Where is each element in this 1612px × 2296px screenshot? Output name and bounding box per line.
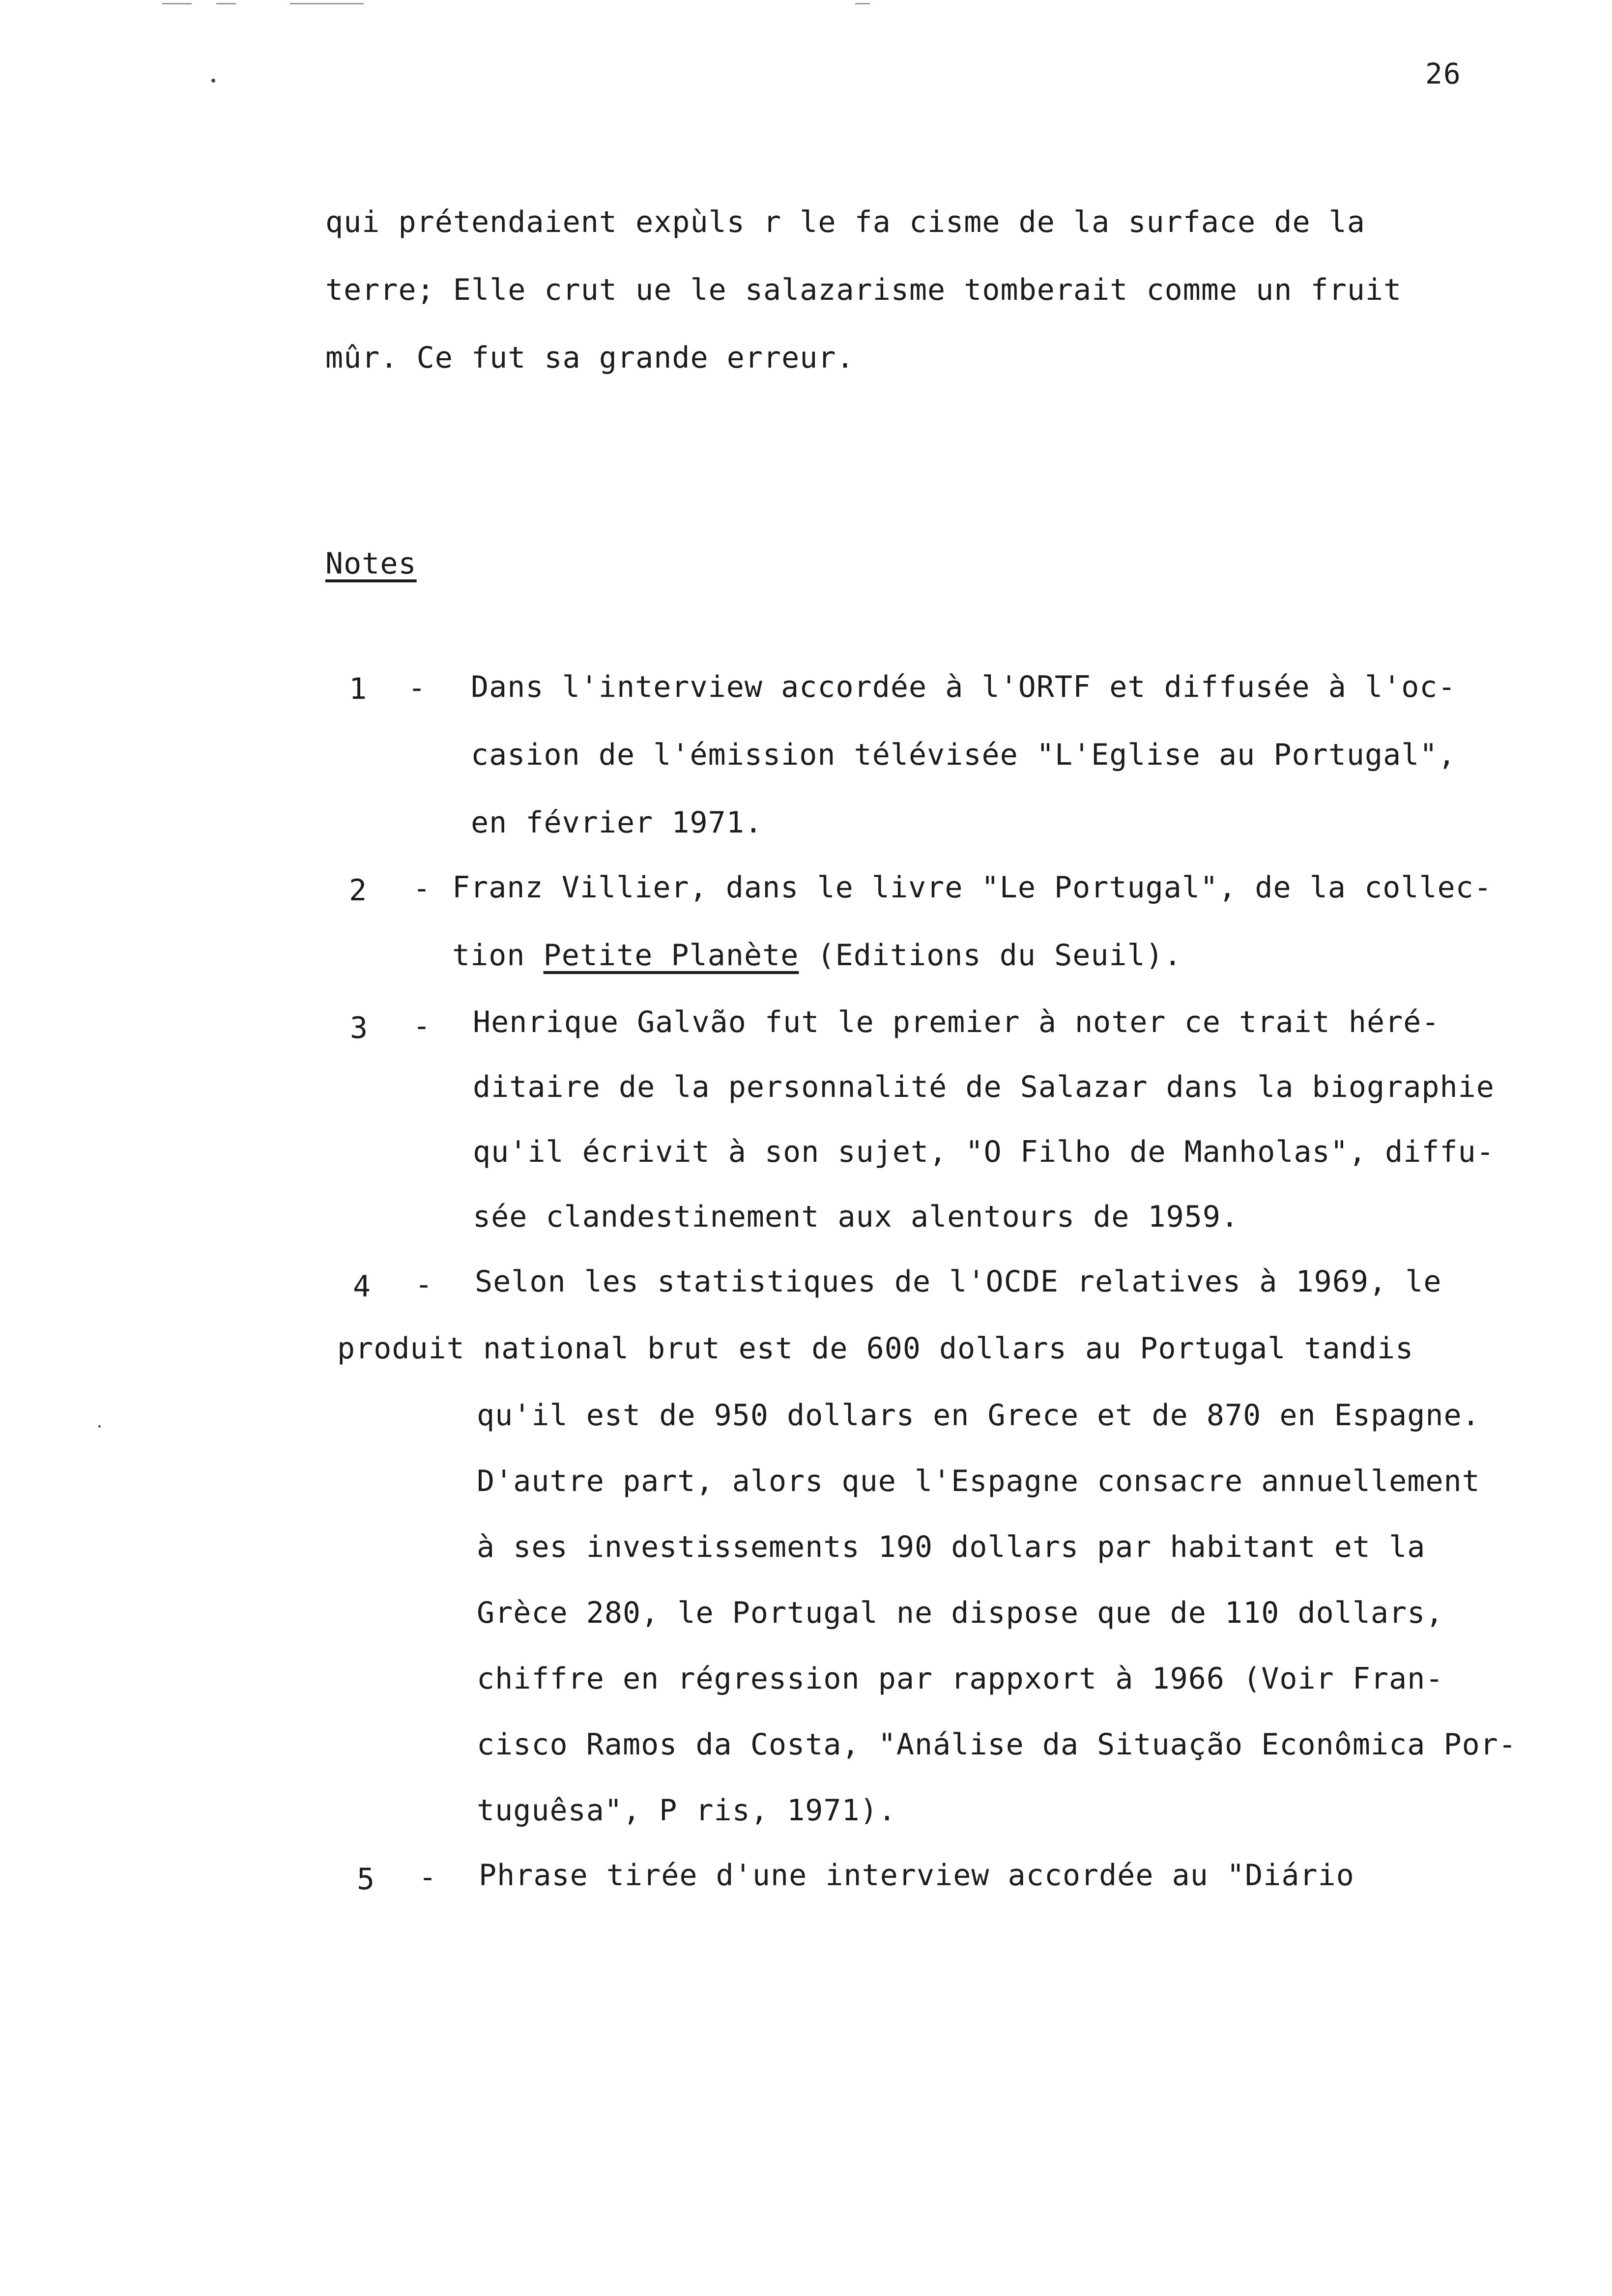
note-line: produit national brut est de 600 dollars au Portugal tandis <box>337 1331 1414 1366</box>
note-line: Phrase tirée d'une interview accordée au "Diário <box>479 1858 1354 1893</box>
note-number: 4 <box>353 1269 371 1304</box>
note-dash: - <box>408 671 426 705</box>
note-line: en février 1971. <box>471 805 763 840</box>
note-line: Franz Villier, dans le livre "Le Portugal", de la collec- <box>452 870 1493 905</box>
note-line: cisco Ramos da Costa, "Análise da Situação Econômica Por- <box>477 1727 1517 1762</box>
paragraph-line: qui prétendaient expùls r le fa cisme de la surface de la <box>325 205 1366 239</box>
note-line: Henrique Galvão fut le premier à noter ce trait héré- <box>473 1005 1440 1039</box>
note-text: tion <box>452 938 544 973</box>
note-number: 2 <box>349 873 367 908</box>
note-text: (Editions du Seuil). <box>799 938 1182 973</box>
note-number: 3 <box>350 1011 368 1045</box>
note-line: casion de l'émission télévisée "L'Eglise au Portugal", <box>471 738 1456 772</box>
scan-artifact-dot <box>98 1425 101 1428</box>
note-line: Selon les statistiques de l'OCDE relatives à 1969, le <box>475 1264 1442 1299</box>
note-dash: - <box>415 1267 433 1302</box>
note-line: Dans l'interview accordée à l'ORTF et diffusée à l'oc- <box>471 670 1456 704</box>
note-dash: - <box>413 871 431 906</box>
note-line: D'autre part, alors que l'Espagne consacre annuellement <box>477 1464 1480 1498</box>
note-line: qu'il écrivit à son sujet, "O Filho de Manholas", diffu- <box>473 1135 1495 1169</box>
note-line <box>452 935 1182 976</box>
note-line: sée clandestinement aux alentours de 1959. <box>473 1200 1239 1234</box>
note-number: 5 <box>357 1862 375 1896</box>
note-dash: - <box>413 1009 431 1043</box>
scan-artifact-rule <box>855 3 870 4</box>
paragraph-line: mûr. Ce fut sa grande erreur. <box>325 341 855 375</box>
note-number: 1 <box>349 672 367 706</box>
book-collection-title: Petite Planète <box>543 938 799 973</box>
note-dash: - <box>419 1860 437 1894</box>
scan-artifact-rule <box>216 3 236 4</box>
note-line: tuguêsa", P ris, 1971). <box>477 1793 896 1828</box>
note-line: qu'il est de 950 dollars en Grece et de 870 en Espagne. <box>477 1398 1480 1433</box>
scan-artifact-rule <box>290 3 364 4</box>
paragraph-line: terre; Elle crut ue le salazarisme tomberait comme un fruit <box>325 273 1402 307</box>
scan-artifact-dot <box>211 79 215 83</box>
page-number: 26 <box>1425 57 1462 90</box>
note-line: chiffre en régression par rappxort à 1966 (Voir Fran- <box>477 1662 1444 1696</box>
notes-heading: Notes <box>325 546 417 581</box>
note-line: ditaire de la personnalité de Salazar dans la biographie <box>473 1070 1495 1104</box>
note-line: Grèce 280, le Portugal ne dispose que de 110 dollars, <box>477 1596 1444 1630</box>
scan-artifact-rule <box>162 3 192 4</box>
note-line: à ses investissements 190 dollars par habitant et la <box>477 1530 1426 1564</box>
